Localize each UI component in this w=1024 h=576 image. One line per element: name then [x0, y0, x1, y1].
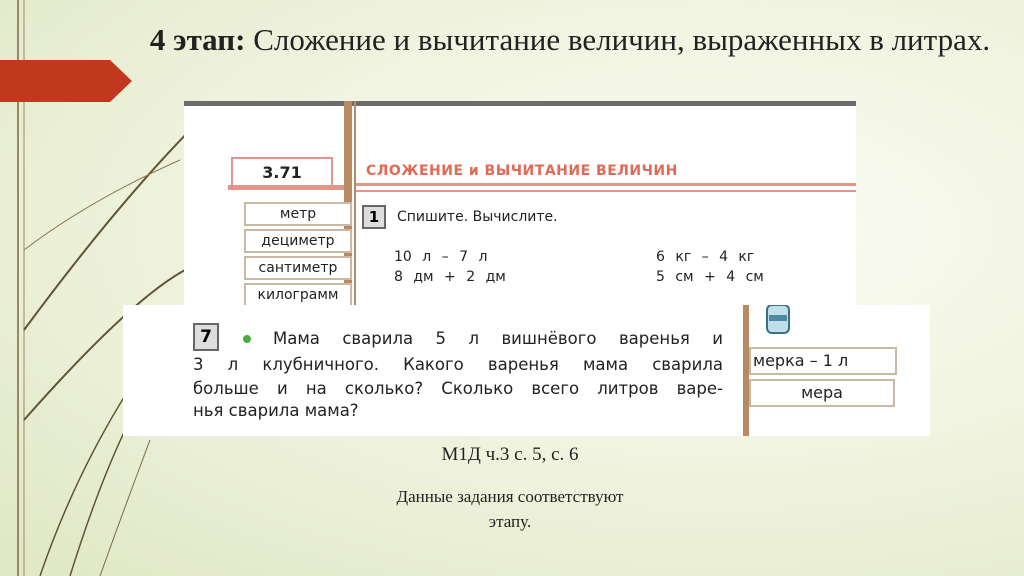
- task-number-badge: 1: [362, 205, 386, 229]
- task-text-line: 3 л клубничного. Какого варенья мама сварила: [193, 355, 723, 374]
- title-text: Сложение и вычитание величин, выраженных в литрах.: [245, 22, 991, 57]
- textbook-scan-bottom: [123, 305, 930, 436]
- slide-title: [130, 18, 1010, 62]
- stage-note: Данные задания соответствуют этапу.: [396, 487, 624, 531]
- expression: 6 кг – 4 кг: [656, 249, 755, 265]
- term-box: килограмм: [244, 283, 352, 307]
- task-instruction: Спишите. Вычислите.: [397, 209, 558, 225]
- expression: 5 см + 4 см: [656, 269, 764, 285]
- task-text-line: больше и на сколько? Сколько всего литров варе-: [193, 379, 723, 398]
- page-reference: М1Д ч.3 с. 5, с. 6: [441, 444, 579, 465]
- task-number-badge: 7: [193, 323, 219, 351]
- section-rule: [356, 183, 856, 186]
- term-box: сантиметр: [244, 256, 352, 280]
- measure-label: мерка – 1 л: [749, 347, 897, 375]
- textbook-scan-top: [184, 101, 856, 306]
- measuring-jar-icon: [765, 305, 791, 335]
- expression: 8 дм + 2 дм: [394, 269, 506, 285]
- term-box: метр: [244, 202, 352, 226]
- lesson-badge: 3.71: [231, 157, 333, 188]
- task-text-line: нья сварила мама?: [193, 401, 359, 420]
- margin-line-thin: [354, 101, 356, 306]
- green-dot-icon: [243, 335, 251, 343]
- section-title: СЛОЖЕНИЕ и ВЫЧИТАНИЕ ВЕЛИЧИН: [366, 163, 678, 179]
- scan-top-border: [184, 101, 856, 106]
- term-box: дециметр: [244, 229, 352, 253]
- title-accent-tab: [0, 60, 132, 102]
- section-rule-thin: [356, 190, 856, 192]
- lesson-badge-underline: [228, 185, 344, 190]
- title-stage: 4 этап:: [149, 22, 246, 57]
- expression: 10 л – 7 л: [394, 249, 488, 265]
- measure-label: мера: [749, 379, 895, 407]
- task-text-line: Мама сварила 5 л вишнёвого варенья и: [273, 329, 723, 348]
